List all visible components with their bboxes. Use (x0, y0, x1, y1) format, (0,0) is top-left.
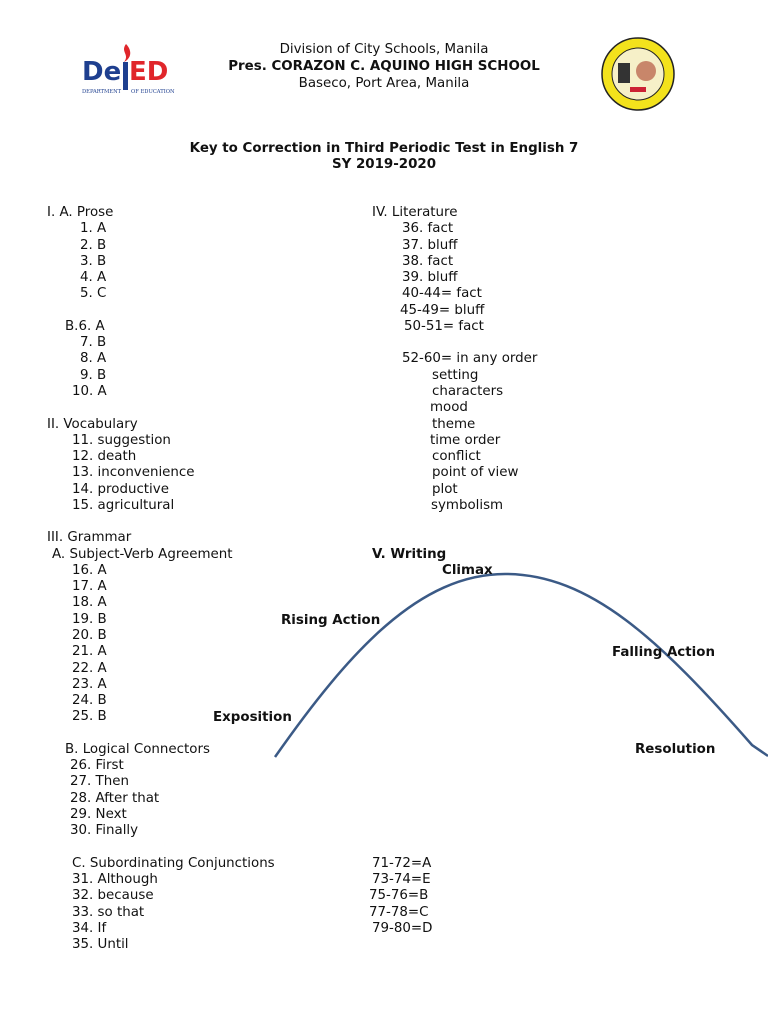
left-answer-line: 1. A (80, 221, 107, 237)
left-answer-line: 27. Then (70, 774, 129, 790)
right-answer-line: theme (432, 416, 476, 432)
right-answer-line: 37. bluff (402, 237, 458, 253)
left-answer-line: I. A. Prose (47, 205, 114, 220)
left-answer-line: 31. Although (72, 872, 158, 888)
left-answer-line: C. Subordinating Conjunctions (72, 855, 275, 871)
left-answer-line: 9. B (80, 367, 107, 383)
right-answer-line: V. Writing (372, 546, 447, 562)
left-answer-line: II. Vocabulary (47, 416, 138, 432)
right-answer-line: IV. Literature (372, 205, 458, 220)
right-answer-line: 77-78=C (369, 904, 429, 920)
right-answer-line: 36. fact (402, 221, 454, 237)
school-year: SY 2019-2020 (331, 157, 437, 172)
right-answer-line: plot (432, 481, 458, 497)
left-answer-line: 29. Next (70, 806, 127, 822)
left-answer-line: A. Subject-Verb Agreement (52, 546, 233, 562)
left-answer-line: 4. A (80, 270, 107, 286)
left-answer-line: 15. agricultural (72, 497, 175, 513)
school-seal (600, 37, 676, 111)
right-answer-line: 79-80=D (372, 920, 433, 936)
left-answer-line: 25. B (72, 709, 107, 725)
left-answer-line: 32. because (72, 888, 154, 904)
left-answer-line: B. Logical Connectors (65, 741, 210, 757)
left-answer-line: 16. A (72, 562, 107, 578)
right-answer-line: mood (430, 400, 468, 416)
left-answer-line: 26. First (70, 758, 124, 774)
right-answer-line: point of view (432, 465, 519, 481)
left-answer-line: 20. B (72, 628, 107, 644)
left-answer-line: 14. productive (72, 481, 169, 497)
left-answer-line: III. Grammar (47, 530, 132, 546)
right-answer-line: 50-51= fact (404, 318, 484, 334)
label-falling-action: Falling Action (612, 645, 715, 660)
left-answer-line: 30. Finally (70, 823, 139, 839)
svg-text:OF EDUCATION: OF EDUCATION (131, 89, 175, 95)
left-answer-line: 7. B (80, 335, 107, 351)
svg-text:ED: ED (129, 57, 169, 87)
left-answer-line: 23. A (72, 676, 107, 692)
left-answer-line: 28. After that (70, 790, 160, 806)
left-answer-line: 35. Until (72, 937, 129, 953)
left-answer-line: 33. so that (72, 904, 145, 920)
left-answer-line: 13. inconvenience (72, 465, 195, 481)
document-title: Key to Correction in Third Periodic Test in English 7 (189, 141, 579, 156)
left-answer-line: 21. A (72, 644, 107, 660)
right-answer-line: 73-74=E (372, 872, 431, 888)
left-answer-line: 2. B (80, 237, 107, 253)
right-answer-line: characters (432, 383, 504, 399)
right-answer-line: 45-49= bluff (400, 302, 485, 318)
left-answer-line: B.6. A (65, 318, 105, 334)
left-answer-line: 12. death (72, 449, 137, 465)
label-rising-action: Rising Action (281, 613, 381, 628)
label-exposition: Exposition (213, 710, 292, 725)
left-answer-line: 19. B (72, 611, 107, 627)
right-answer-line: 39. bluff (402, 270, 458, 286)
right-answer-line: 75-76=B (369, 888, 429, 904)
right-answer-line: conflict (432, 449, 481, 465)
left-answer-line: 18. A (72, 595, 107, 611)
left-answer-line: 17. A (72, 579, 107, 595)
left-answer-line: 8. A (80, 351, 107, 367)
left-answer-line: 5. C (80, 286, 107, 302)
right-answer-line: 52-60= in any order (402, 351, 538, 367)
school-name: Pres. CORAZON C. AQUINO HIGH SCHOOL (228, 59, 540, 74)
right-answer-line: 38. fact (402, 253, 454, 269)
left-answer-line: 22. A (72, 660, 107, 676)
right-answer-line: 71-72=A (372, 855, 432, 871)
right-answer-line: symbolism (431, 497, 504, 513)
right-answer-line: 40-44= fact (402, 286, 482, 302)
svg-text:DEPARTMENT: DEPARTMENT (82, 89, 122, 95)
label-resolution: Resolution (635, 742, 716, 757)
left-answer-line: 24. B (72, 693, 107, 709)
division-name: Division of City Schools, Manila (279, 42, 489, 57)
right-answer-line: setting (432, 367, 479, 383)
right-answer-line: time order (430, 432, 501, 448)
plot-curve (275, 574, 768, 757)
label-climax: Climax (442, 563, 493, 578)
left-answer-line: 3. B (80, 253, 107, 269)
left-answer-line: 34. If (72, 920, 107, 936)
left-answer-line: 11. suggestion (72, 432, 171, 448)
svg-text:De: De (82, 57, 122, 87)
school-address: Baseco, Port Area, Manila (298, 76, 470, 91)
left-answer-line: 10. A (72, 383, 107, 399)
